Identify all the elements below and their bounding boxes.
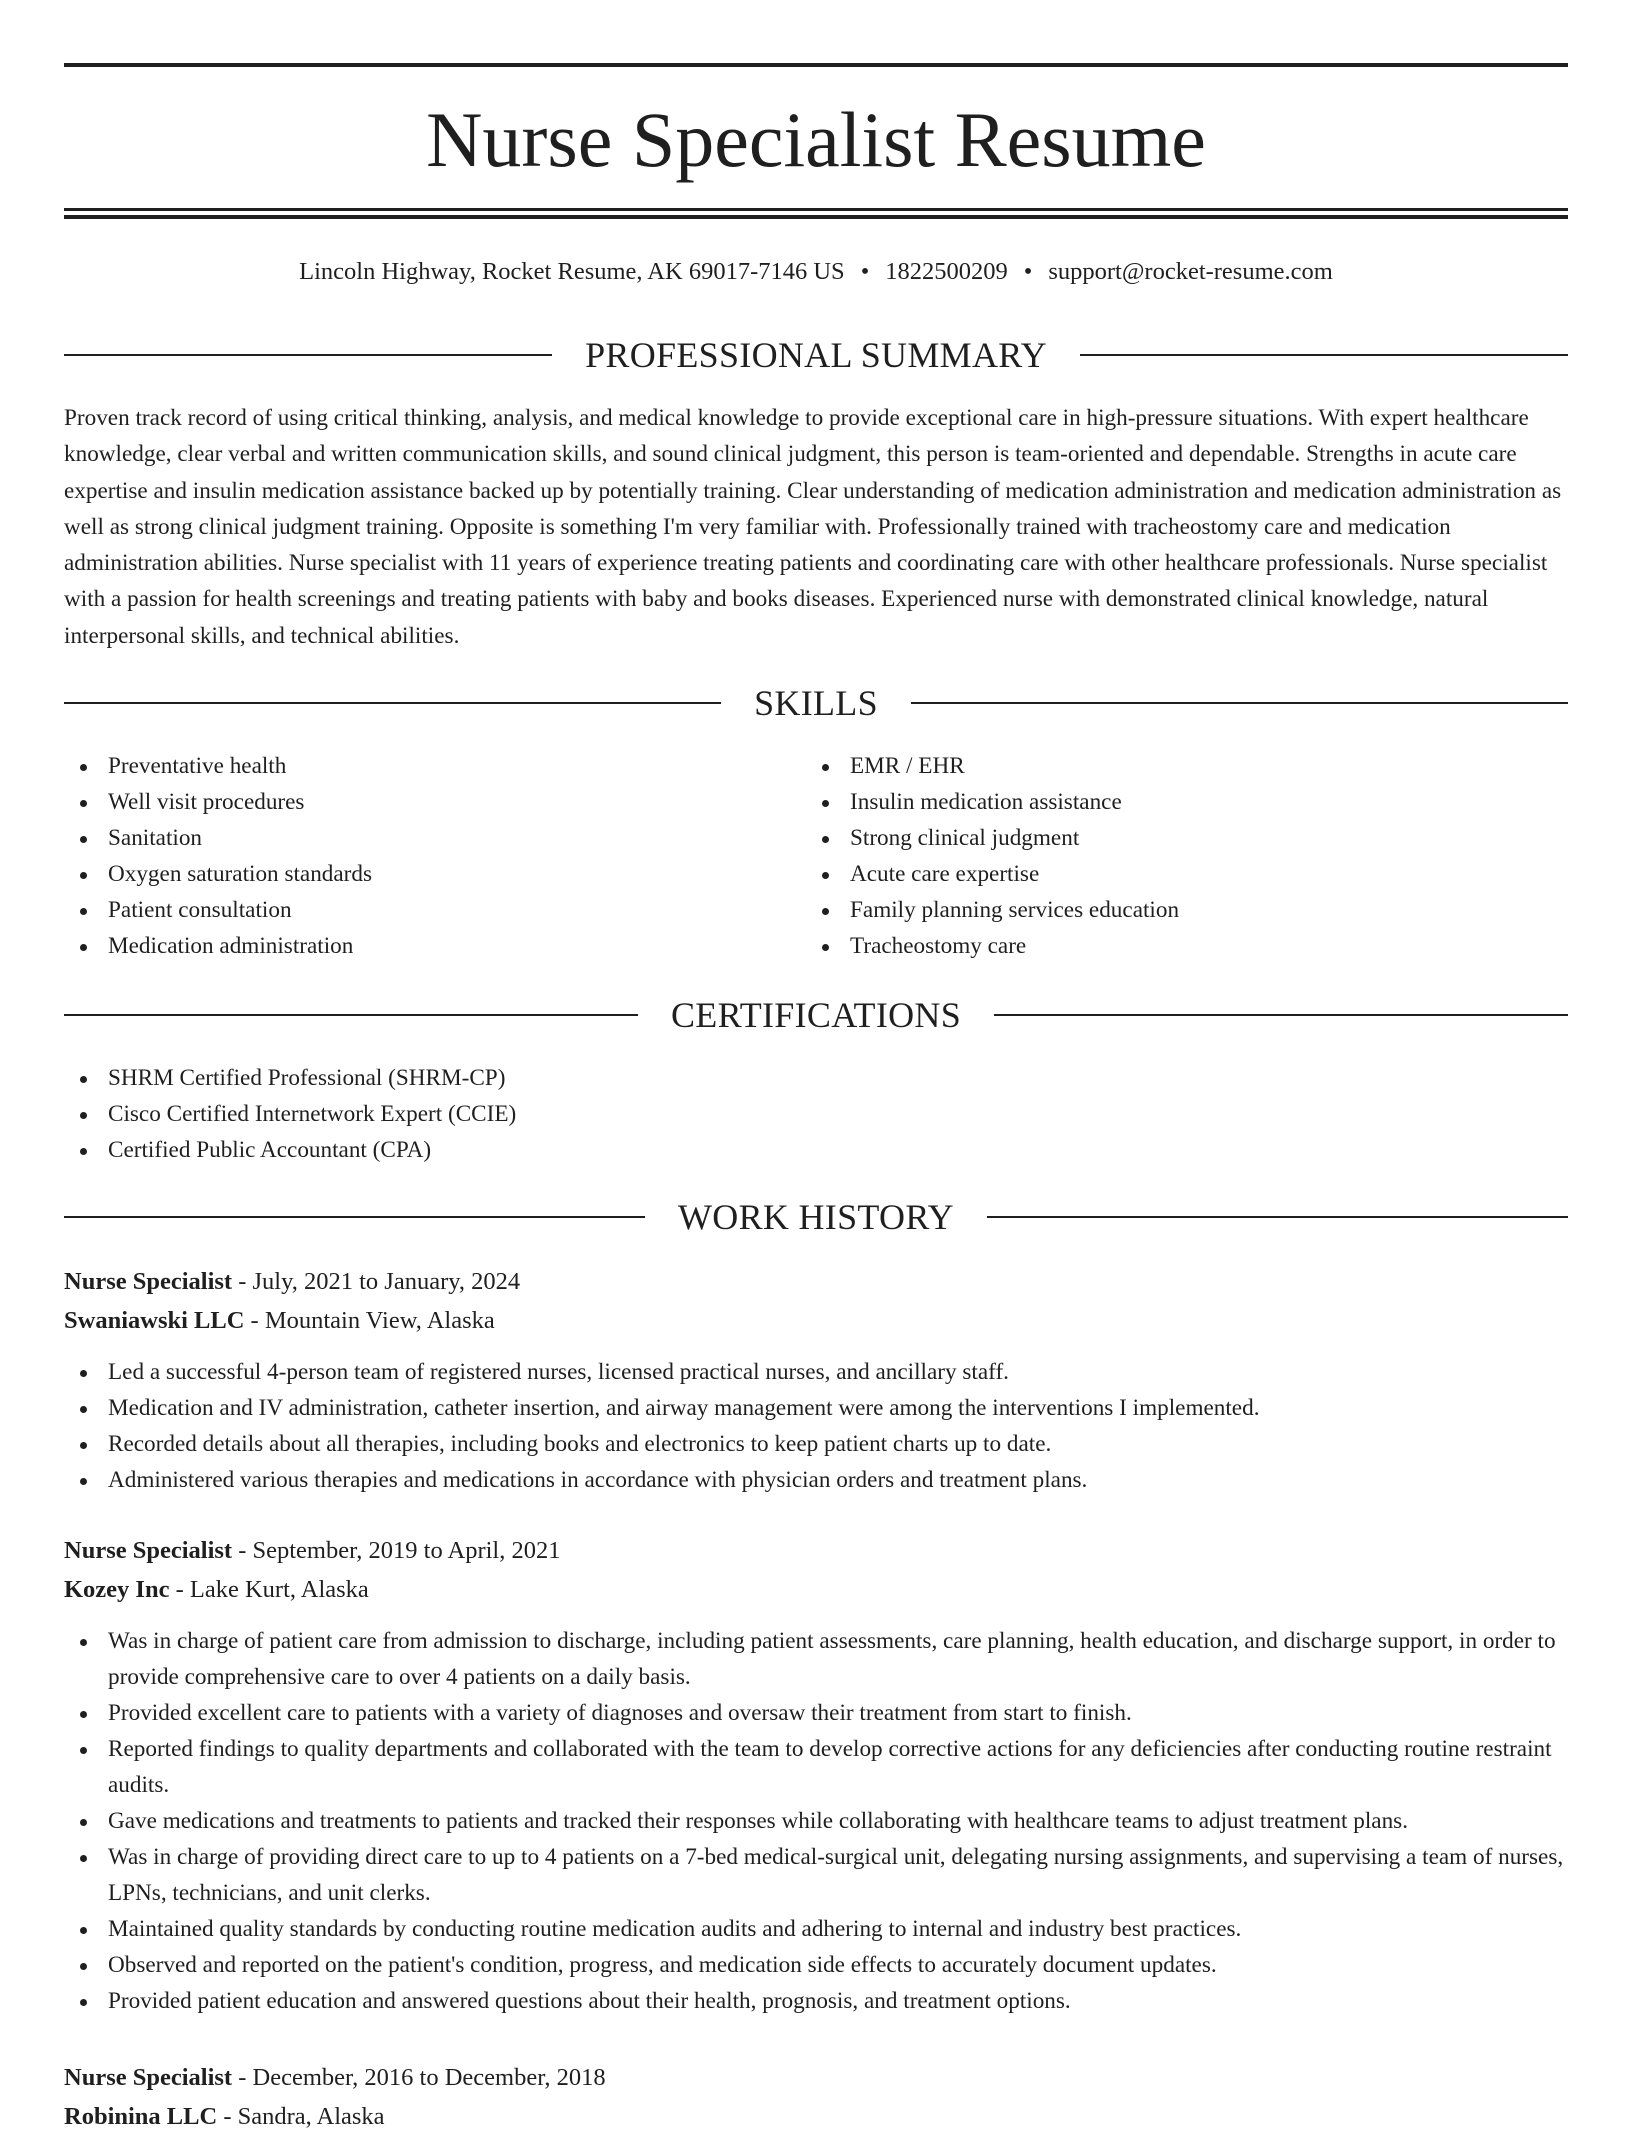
skills-list-right <box>806 748 1506 964</box>
job-location: - Mountain View, Alaska <box>244 1307 495 1334</box>
section-rule <box>64 702 721 704</box>
contact-phone: 1822500209 <box>885 258 1008 285</box>
job-company: Robinina LLC <box>64 2103 218 2130</box>
skill-item: Tracheostomy care <box>806 928 1506 964</box>
certifications-list <box>64 1060 1568 1168</box>
section-title-summary: PROFESSIONAL SUMMARY <box>585 335 1047 375</box>
section-title-skills: SKILLS <box>754 683 878 723</box>
job-company-line <box>64 1301 1568 1340</box>
job-dates: - July, 2021 to January, 2024 <box>232 1268 521 1295</box>
job-role: Nurse Specialist <box>64 1537 233 1564</box>
section-header-work-history <box>64 1195 1568 1239</box>
job-entry <box>64 2058 1568 2136</box>
skills-column-right <box>806 748 1506 964</box>
job-title-line <box>64 2058 1568 2097</box>
job-dates: - December, 2016 to December, 2018 <box>232 2064 606 2091</box>
professional-summary-text: Proven track record of using critical thinking, analysis, and medical knowledge to provide exceptional care in high-pressure situations. With expert healthcare knowledge, clear verbal and written communication skills, and sound clinical judgment, this person is team-oriented and dependable. Strengths in acute care expertise and insulin medication assistance backed up by potentially training. Clear understanding of medication administration and medication administration as well as strong clinical judgment training. Opposite is something I'm very familiar with. Professionally trained with tracheostomy care and medication administration abilities. Nurse specialist with 11 years of experience treating patients and coordinating care with other healthcare professionals. Nurse specialist with a passion for health screenings and treating patients with baby and books diseases. Experienced nurse with demonstrated clinical knowledge, natural interpersonal skills, and technical abilities. <box>64 405 1562 649</box>
job-company: Swaniawski LLC <box>64 1307 245 1334</box>
skill-item: Strong clinical judgment <box>806 820 1506 856</box>
job-bullet: Administered various therapies and medications in accordance with physician orders and treatment plans. <box>64 1462 1568 1498</box>
job-bullet: Was in charge of patient care from admission to discharge, including patient assessments, care planning, health education, and discharge support, in order to provide comprehensive care to over 4 patients on a daily basis. <box>64 1623 1568 1695</box>
skill-item: Family planning services education <box>806 892 1506 928</box>
section-rule <box>64 1014 638 1016</box>
job-bullet: Provided patient education and answered questions about their health, prognosis, and treatment options. <box>64 1983 1568 2019</box>
skill-item: Preventative health <box>64 748 764 784</box>
contact-line <box>64 254 1568 290</box>
job-bullet: Gave medications and treatments to patients and tracked their responses while collaborating with healthcare teams to adjust treatment plans. <box>64 1803 1568 1839</box>
skill-item: Insulin medication assistance <box>806 784 1506 820</box>
section-header-certifications <box>64 993 1568 1037</box>
job-bullet: Provided excellent care to patients with a variety of diagnoses and oversaw their treatment from start to finish. <box>64 1695 1568 1731</box>
contact-email: support@rocket-resume.com <box>1048 258 1333 285</box>
section-header-summary <box>64 333 1568 377</box>
job-bullets <box>64 1623 1568 2019</box>
section-rule <box>64 354 552 356</box>
job-title-line <box>64 1531 1568 1570</box>
skills-list-left <box>64 748 764 964</box>
job-bullet: Reported findings to quality departments and collaborated with the team to develop corrective actions for any deficiencies after conducting routine restraint audits. <box>64 1731 1568 1803</box>
job-bullet: Maintained quality standards by conducting routine medication audits and adhering to internal and industry best practices. <box>64 1911 1568 1947</box>
job-bullet: Observed and reported on the patient's condition, progress, and medication side effects to accurately document updates. <box>64 1947 1568 1983</box>
section-title-work-history: WORK HISTORY <box>678 1197 954 1237</box>
job-dates: - September, 2019 to April, 2021 <box>232 1537 561 1564</box>
job-company: Kozey Inc <box>64 1576 170 1603</box>
certification-item: Cisco Certified Internetwork Expert (CCIE) <box>64 1096 1568 1132</box>
title-double-rule <box>64 208 1568 219</box>
job-company-line <box>64 2097 1568 2136</box>
section-header-skills <box>64 681 1568 725</box>
skill-item: Sanitation <box>64 820 764 856</box>
skill-item: Medication administration <box>64 928 764 964</box>
section-rule <box>994 1014 1568 1016</box>
job-bullets <box>64 1354 1568 1498</box>
skill-item: Acute care expertise <box>806 856 1506 892</box>
section-rule <box>911 702 1568 704</box>
section-rule <box>64 1216 645 1218</box>
section-title-certifications: CERTIFICATIONS <box>670 995 962 1035</box>
job-location: - Lake Kurt, Alaska <box>169 1576 369 1603</box>
job-bullet: Recorded details about all therapies, including books and electronics to keep patient charts up to date. <box>64 1426 1568 1462</box>
section-rule <box>1080 354 1568 356</box>
job-role: Nurse Specialist <box>64 1268 233 1295</box>
job-location: - Sandra, Alaska <box>217 2103 385 2130</box>
top-rule <box>64 63 1568 67</box>
job-entry <box>64 1531 1568 2019</box>
skill-item: Patient consultation <box>64 892 764 928</box>
skill-item: Well visit procedures <box>64 784 764 820</box>
skill-item: Oxygen saturation standards <box>64 856 764 892</box>
contact-address: Lincoln Highway, Rocket Resume, AK 69017-7146 US <box>299 258 845 285</box>
certification-item: SHRM Certified Professional (SHRM-CP) <box>64 1060 1568 1096</box>
skills-column-left <box>64 748 764 964</box>
job-bullet: Led a successful 4-person team of registered nurses, licensed practical nurses, and ancillary staff. <box>64 1354 1568 1390</box>
job-bullet: Was in charge of providing direct care to up to 4 patients on a 7-bed medical-surgical unit, delegating nursing assignments, and supervising a team of nurses, LPNs, technicians, and unit clerks. <box>64 1839 1568 1911</box>
job-role: Nurse Specialist <box>64 2064 233 2091</box>
contact-separator: • <box>1023 258 1033 285</box>
certifications-block <box>64 1060 1568 1168</box>
resume-title: Nurse Specialist Resume <box>426 96 1206 183</box>
job-title-line <box>64 1262 1568 1301</box>
contact-separator: • <box>860 258 870 285</box>
job-company-line <box>64 1570 1568 1609</box>
certification-item: Certified Public Accountant (CPA) <box>64 1132 1568 1168</box>
job-bullet: Medication and IV administration, catheter insertion, and airway management were among the interventions I implemented. <box>64 1390 1568 1426</box>
job-entry <box>64 1262 1568 1498</box>
skill-item: EMR / EHR <box>806 748 1506 784</box>
section-rule <box>987 1216 1568 1218</box>
